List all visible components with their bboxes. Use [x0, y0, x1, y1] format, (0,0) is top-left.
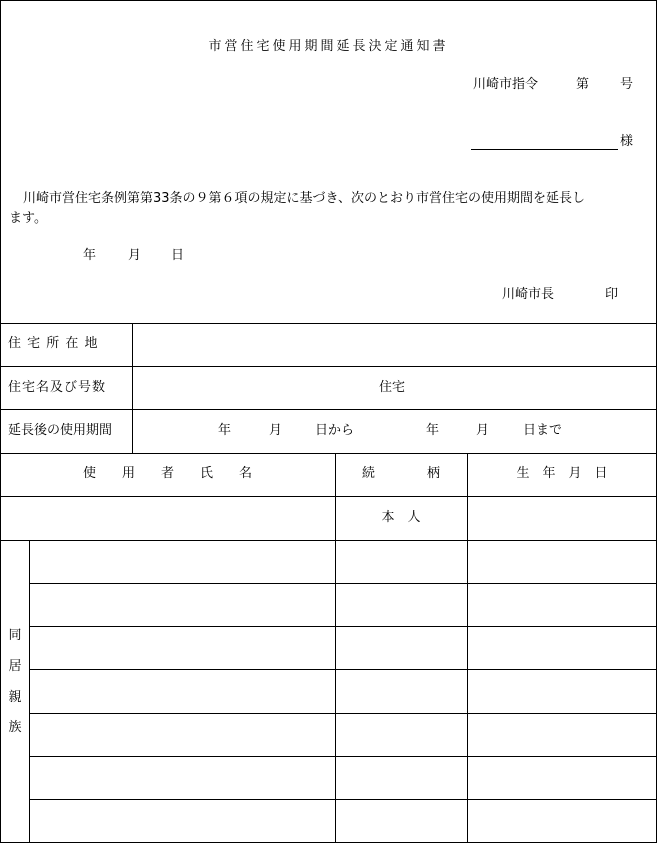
body-text-line2: ます。: [9, 211, 47, 226]
rule-field-3: [0, 453, 657, 454]
family-label-1: 同: [8, 628, 22, 643]
col-header-relation: 続 柄: [361, 466, 440, 481]
col-header-name: 使 用 者 氏 名: [82, 466, 252, 481]
family-label-2: 居: [8, 659, 22, 674]
mayor-title: 川崎市長: [502, 287, 555, 302]
rule-family-4: [30, 713, 657, 714]
date-day: 日: [171, 248, 185, 263]
rule-family-2: [30, 626, 657, 627]
period-to-month: 月: [476, 423, 490, 438]
period-from-day: 日から: [315, 423, 355, 438]
period-from-year: 年: [218, 423, 232, 438]
rule-field-2: [0, 409, 657, 410]
rule-family-1: [30, 583, 657, 584]
period-label: 延長後の使用期間: [8, 423, 113, 438]
rule-field-1: [0, 366, 657, 367]
seal-mark: 印: [605, 287, 619, 302]
location-field[interactable]: [134, 324, 656, 366]
rule-family-3: [30, 669, 657, 670]
family-label-4: 族: [8, 720, 22, 735]
addressee-line[interactable]: [471, 149, 618, 150]
date-year: 年: [83, 248, 97, 263]
location-label: 住 宅 所 在 地: [8, 336, 99, 351]
rule-family-5: [30, 756, 657, 757]
period-to-year: 年: [426, 423, 440, 438]
order-dai: 第: [576, 77, 590, 92]
rule-family-6: [30, 799, 657, 800]
period-to-day: 日まで: [523, 423, 563, 438]
order-city: 川崎市指令: [473, 77, 539, 92]
order-go: 号: [620, 77, 634, 92]
rule-col-birth: [467, 453, 468, 843]
body-text-line1: 川崎市営住宅条例第第33条の９第６項の規定に基づき、次のとおり市営住宅の使用期間を延長し: [23, 191, 586, 206]
rule-field-divider: [132, 323, 133, 453]
addressee-suffix: 様: [620, 134, 634, 149]
date-month: 月: [128, 248, 142, 263]
col-header-birth: 生 年 月 日: [516, 466, 608, 481]
document-title: 市営住宅使用期間延長決定通知書: [208, 39, 449, 54]
family-label-3: 親: [8, 690, 22, 705]
period-from-month: 月: [269, 423, 283, 438]
rule-header-bottom: [0, 496, 657, 497]
self-relation-label: 本 人: [381, 510, 421, 525]
housing-name-suffix: 住宅: [379, 380, 406, 395]
rule-self-bottom: [0, 540, 657, 541]
housing-name-label: 住宅名及び号数: [8, 380, 107, 395]
